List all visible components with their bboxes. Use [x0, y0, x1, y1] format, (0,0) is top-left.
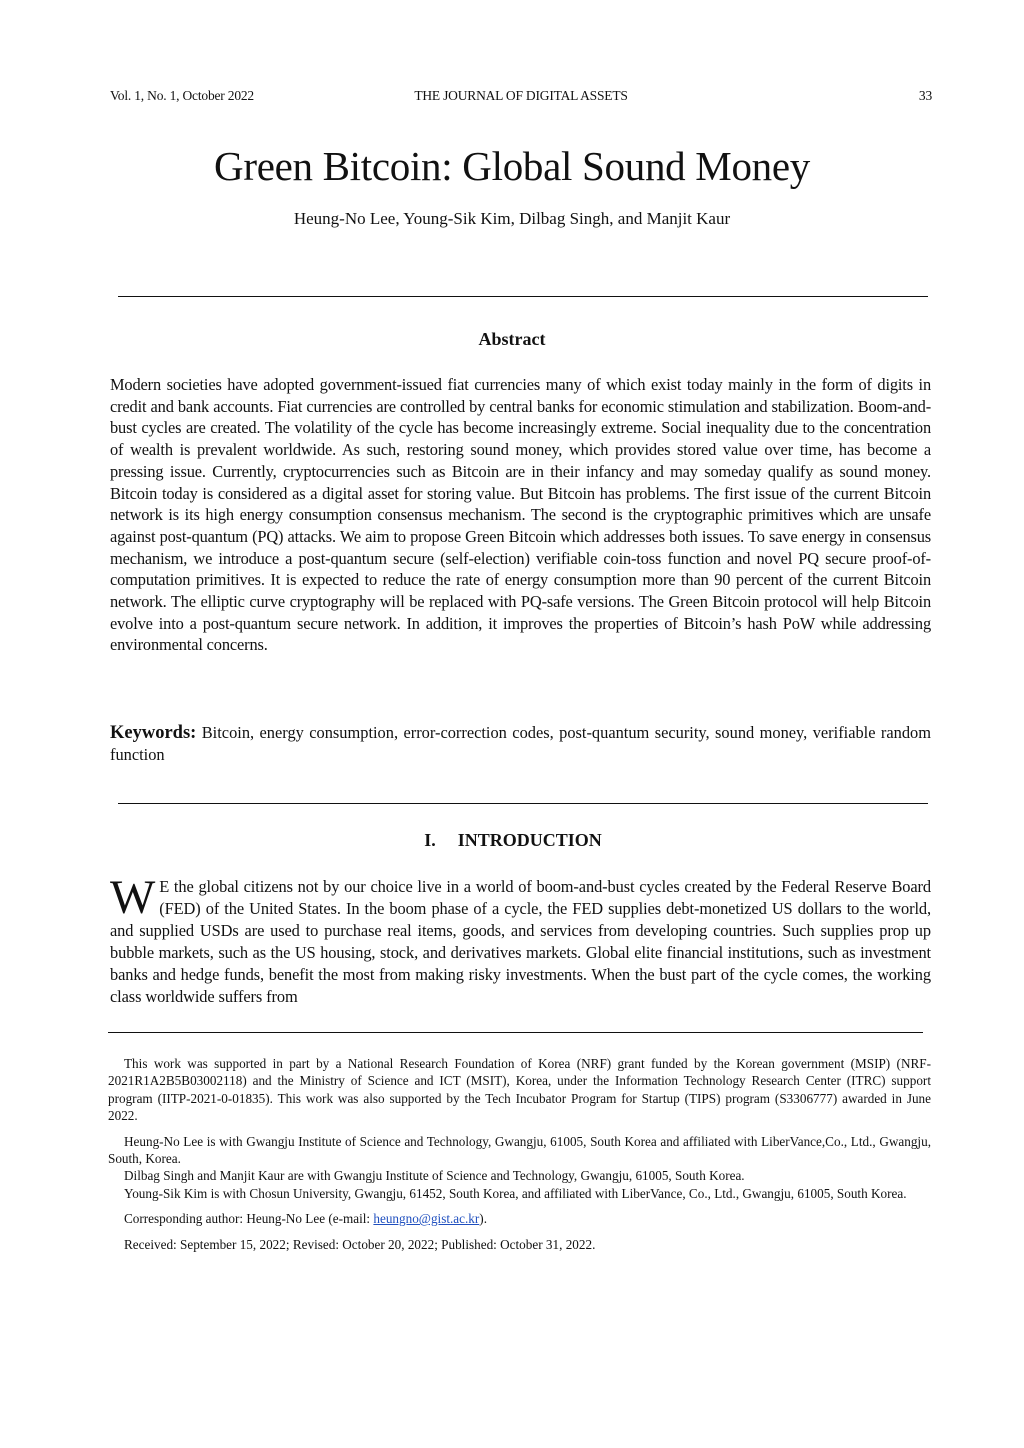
paper-title: Green Bitcoin: Global Sound Money	[214, 143, 810, 189]
introduction-text	[110, 871, 931, 1007]
email-link[interactable]: heungno@gist.ac.kr	[373, 1211, 480, 1227]
affiliation-lee: Heung-No Lee is with Gwangju Institute of Science and Technology, Gwangju, 61005, South Korea and affiliated with LiberVance,Co., Ltd., Gwangju, South, Korea.	[108, 1133, 931, 1167]
keywords-label: Keywords:	[110, 723, 197, 743]
keywords	[110, 722, 931, 766]
corresponding-suffix: ).	[479, 1211, 487, 1227]
introduction-body: E the global citizens not by our choice live in a world of boom-and-bust cycles created by the Federal Reserve Board (FED) of the United States. In the boom phase of a cycle, the FED supplies debt-monetized US dollars to the world, and supplied USDs are used to purchase real items, goods, and services from developing countries. Such supplies prop up bubble markets, such as the US housing, stock, and derivatives markets. Global elite financial institutions, such as investment banks and hedge funds, benefit the most from making risky investments. When the bust part of the cycle comes, the working class worldwide suffers from	[110, 877, 931, 1006]
page-number: 33	[918, 88, 932, 103]
volume-info: Vol. 1, No. 1, October 2022	[110, 88, 254, 103]
journal-name: THE JOURNAL OF DIGITAL ASSETS	[414, 88, 628, 103]
corresponding-author	[108, 1210, 931, 1227]
author-list: Heung-No Lee, Young-Sik Kim, Dilbag Singh, and Manjit Kaur	[293, 209, 731, 228]
top-divider	[118, 296, 928, 297]
section-number: I.	[424, 830, 436, 850]
drop-cap: W	[110, 871, 156, 924]
introduction-heading	[0, 829, 1024, 851]
abstract-text: Modern societies have adopted government-issued fiat currencies many of which exist today mainly in the form of digits in credit and bank accounts. Fiat currencies are controlled by central banks for economic stimulation and stabilization. Boom-and-bust cycles are created. The volatility of the cycle has become increasingly extreme. Social inequality due to the concentration of wealth is prevalent worldwide. As such, restoring sound money, which provides stored value over time, has become a pressing issue. Currently, cryptocurrencies such as Bitcoin are in their infancy and may someday qualify as sound money. Bitcoin today is considered as a digital asset for storing value. But Bitcoin has problems. The first issue of the current Bitcoin network is its high energy consumption consensus mechanism. The second is the cryptographic primitives which are unsafe against post-quantum (PQ) attacks. We aim to propose Green Bitcoin which addresses both issues. To save energy in consensus mechanism, we introduce a post-quantum secure (self-election) verifiable coin-toss function and novel PQ secure proof-of-computation primitives. It is expected to reduce the rate of energy consumption more than 90 percent of the current Bitcoin network. The elliptic curve cryptography will be replaced with PQ-safe versions. The Green Bitcoin protocol will help Bitcoin evolve into a post-quantum secure network. In addition, it improves the properties of Bitcoin’s hash PoW while addressing environmental concerns.	[110, 375, 931, 655]
footnotes	[108, 1055, 931, 1253]
affiliation-kim: Young-Sik Kim is with Chosun University, Gwangju, 61452, South Korea, and affiliated with LiberVance, Co., Ltd., Gwangju, 61005, South Korea.	[124, 1185, 907, 1201]
publication-dates: Received: September 15, 2022; Revised: October 20, 2022; Published: October 31, 2022.	[124, 1236, 596, 1252]
abstract-heading: Abstract	[478, 329, 546, 349]
keywords-text: Bitcoin, energy consumption, error-correction codes, post-quantum security, sound money, verifiable random function	[110, 723, 931, 764]
running-header	[110, 88, 932, 108]
middle-divider	[118, 803, 928, 804]
section-title: INTRODUCTION	[457, 830, 602, 850]
affiliation-singh-kaur: Dilbag Singh and Manjit Kaur are with Gwangju Institute of Science and Technology, Gwangju, 61005, South Korea.	[124, 1168, 745, 1184]
corresponding-prefix: Corresponding author: Heung-No Lee (e-mail:	[124, 1211, 374, 1227]
funding-note: This work was supported in part by a National Research Foundation of Korea (NRF) grant funded by the Korean government (MSIP) (NRF-2021R1A2B5B03002118) and the Ministry of Science and ICT (MSIT), Korea, under the Information Technology Research Center (ITRC) support program (IITP-2021-0-01835). This work was also supported by the Tech Incubator Program for Startup (TIPS) program (S3306777) awarded in June 2022.	[108, 1056, 931, 1124]
footnote-divider	[108, 1032, 923, 1033]
